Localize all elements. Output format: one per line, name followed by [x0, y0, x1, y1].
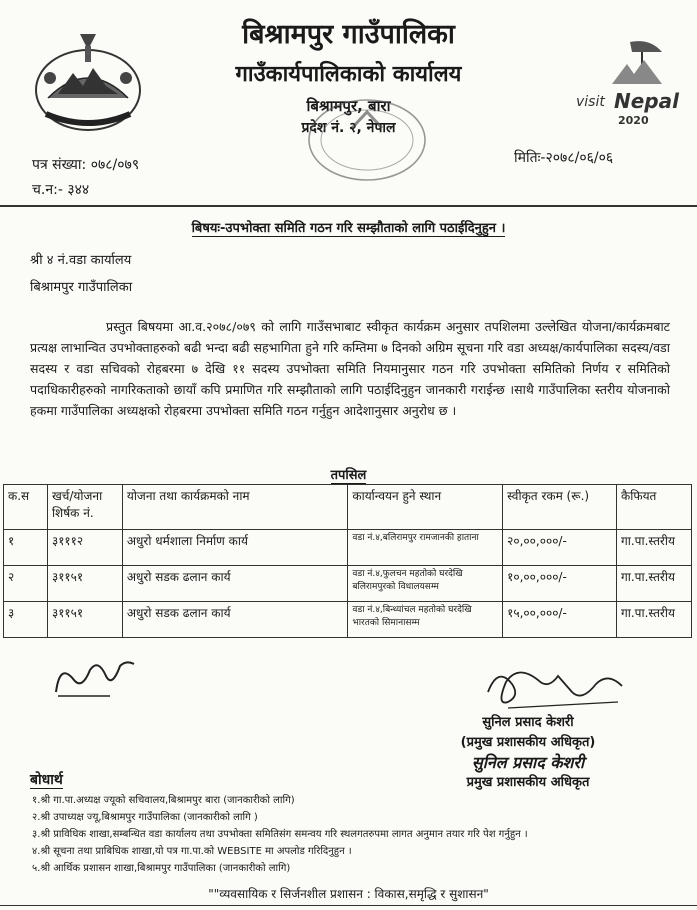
header-code: खर्च/योजना शिर्षक नं.: [47, 485, 122, 530]
cell-amount: १०,००,०००/-: [503, 566, 617, 602]
cc-heading: बोधार्थ: [30, 772, 63, 788]
cell-remarks: गा.पा.स्तरीय: [617, 530, 692, 566]
office-stamp-icon: [292, 90, 442, 190]
province-name: प्रदेश नं. २, नेपाल: [301, 120, 396, 136]
table-row: [4, 566, 692, 602]
list-item: ३.श्री प्राविधिक शाखा,सम्बन्धित वडा कार्यालय तथा उपभोक्ता समितिसंग समन्वय गरि स्थलगतरुपमा लागत अनुमान तयार गरि पेश गर्नुहुन ।: [32, 829, 528, 840]
letter-reference-number: पत्र संख्या: ०७८/०७९: [32, 157, 140, 173]
cell-code: ३११५१: [47, 602, 122, 638]
letter-body: प्रस्तुत बिषयमा आ.व.२०७८/०७९ को लागि गाउँसभाबाट स्वीकृत कार्यक्रम अनुसार तपशिलमा उल्लेखित योजना/कार्यक्रमबाट प्रत्यक्ष लाभान्वित उपभोक्ताहरुको बढी भन्दा बढी सहभागिता हुने गरि कम्तिमा ७ दिनको अग्रिम सूचना गरि वडा अध्यक्ष/कार्यपालिका सदस्य/वडा सदस्य र वडा सचिवको रोहबरमा ७ देखि ११ सदस्य उपभोक्ता समिति नियमानुसार गठन गरि उपभोक्ता समितिको निर्णय र समितिको पदाधिकारीहरुको नागरिकताको छायाँ कपि प्रमाणित गरि सम्झौताको लागि पठाईदिनुहुन जानकारी गराईन्छ ।साथै गाउँपालिका स्तरीय योजनाको हकमा गाउँपालिका अध्यक्षको रोहबरमा उपभोक्ता समिति गठन गर्नुहुन आदेशानुसार अनुरोध छ ।: [30, 319, 670, 418]
signatory-title: (प्रमुख प्रशासकीय अधिकृत): [460, 735, 596, 750]
letter-date: मितिः-२०७८/०६/०६: [514, 150, 614, 166]
cell-serial: १: [4, 530, 48, 566]
place-name: बिश्रामपुर, बारा: [306, 97, 391, 115]
addressee-line-1: श्री ४ नं.वडा कार्यालय: [30, 253, 132, 268]
cell-location: वडा नं.४,फुलचन महतोको घरदेखि बलिरामपुरको विधालयसम्म: [348, 566, 503, 602]
office-motto: ""व्यवसायिक र सिर्जनशील प्रशासन : विकास,समृद्धि र सुशासन": [208, 887, 489, 901]
header-amount: स्वीकृत रकम (रू.): [503, 485, 617, 530]
cell-location: वडा नं.४,बिन्ध्यांचल महतोको घरदेखि भारतको सिमानासम्म: [348, 602, 503, 638]
table-header-row: [4, 485, 692, 530]
cell-code: ३१११२: [47, 530, 122, 566]
list-item: २.श्री उपाध्यक्ष ज्यू,बिश्रामपुर गाउँपालिका (जानकारीको लागि ): [32, 812, 258, 823]
header-serial: क.स: [4, 485, 48, 530]
svg-text:visit: visit: [576, 94, 605, 110]
table-row: [4, 530, 692, 566]
cell-project-name: अधुरो सडक ढलान कार्य: [122, 566, 348, 602]
signatory-name: सुनिल प्रसाद केशरी: [482, 715, 574, 730]
cell-project-name: अधुरो सडक ढलान कार्य: [122, 602, 348, 638]
svg-text:Nepal: Nepal: [614, 89, 679, 113]
cell-serial: ३: [4, 602, 48, 638]
dispatch-number: च.न:- ३४४: [32, 182, 90, 198]
stamp-signatory-name: सुनिल प्रसाद केशरी: [471, 753, 585, 772]
stamp-signatory-title: प्रमुख प्रशासकीय अधिकृत: [466, 775, 590, 790]
header-divider: [0, 205, 697, 207]
project-table: [3, 484, 692, 638]
cell-amount: २०,००,०००/-: [503, 530, 617, 566]
office-name: गाउँकार्यपालिकाको कार्यालय: [235, 62, 462, 87]
cell-code: ३११५१: [47, 566, 122, 602]
cc-list: [32, 792, 528, 877]
cell-remarks: गा.पा.स्तरीय: [617, 566, 692, 602]
addressee-line-2: बिश्रामपुर गाउँपालिका: [30, 280, 133, 295]
list-item: ४.श्री सूचना तथा प्राबिधिक शाखा,यो पत्र गा.पा.को WEBSITE मा अपलोड गरिदिनुहुन ।: [32, 846, 352, 857]
signature-block: [408, 713, 648, 793]
svg-text:2020: 2020: [618, 114, 649, 127]
details-heading: तपसिल: [330, 468, 367, 483]
list-item: ५.श्री आर्थिक प्रशासन शाखा,बिश्रामपुर गाउँपालिका (जानकारीको लागि): [32, 863, 291, 874]
cell-remarks: गा.पा.स्तरीय: [617, 602, 692, 638]
footer-divider: [0, 905, 697, 906]
cell-location: वडा नं.४,बलिरामपुर रामजानकी हाताना: [348, 530, 503, 566]
header-project-name: योजना तथा कार्यक्रमको नाम: [122, 485, 348, 530]
header-remarks: कैफियत: [617, 485, 692, 530]
letter-subject: बिषयः-उपभोक्ता समिति गठन गरि सम्झौताको लागि पठाईदिनुहुन ।: [191, 221, 506, 236]
cell-project-name: अधुरो धर्मशाला निर्माण कार्य: [122, 530, 348, 566]
list-item: १.श्री गा.पा.अध्यक्ष ज्यूको सचिवालय,बिश्रामपुर बारा (जानकारीको लागि): [32, 795, 295, 806]
municipality-name: बिश्रामपुर गाउँपालिका: [242, 19, 455, 50]
header-location: कार्यान्वयन हुने स्थान: [348, 485, 503, 530]
cell-serial: २: [4, 566, 48, 602]
cell-amount: १५,००,०००/-: [503, 602, 617, 638]
table-row: [4, 602, 692, 638]
handwritten-initial-icon: [50, 652, 140, 700]
handwritten-signature-icon: [478, 662, 628, 714]
